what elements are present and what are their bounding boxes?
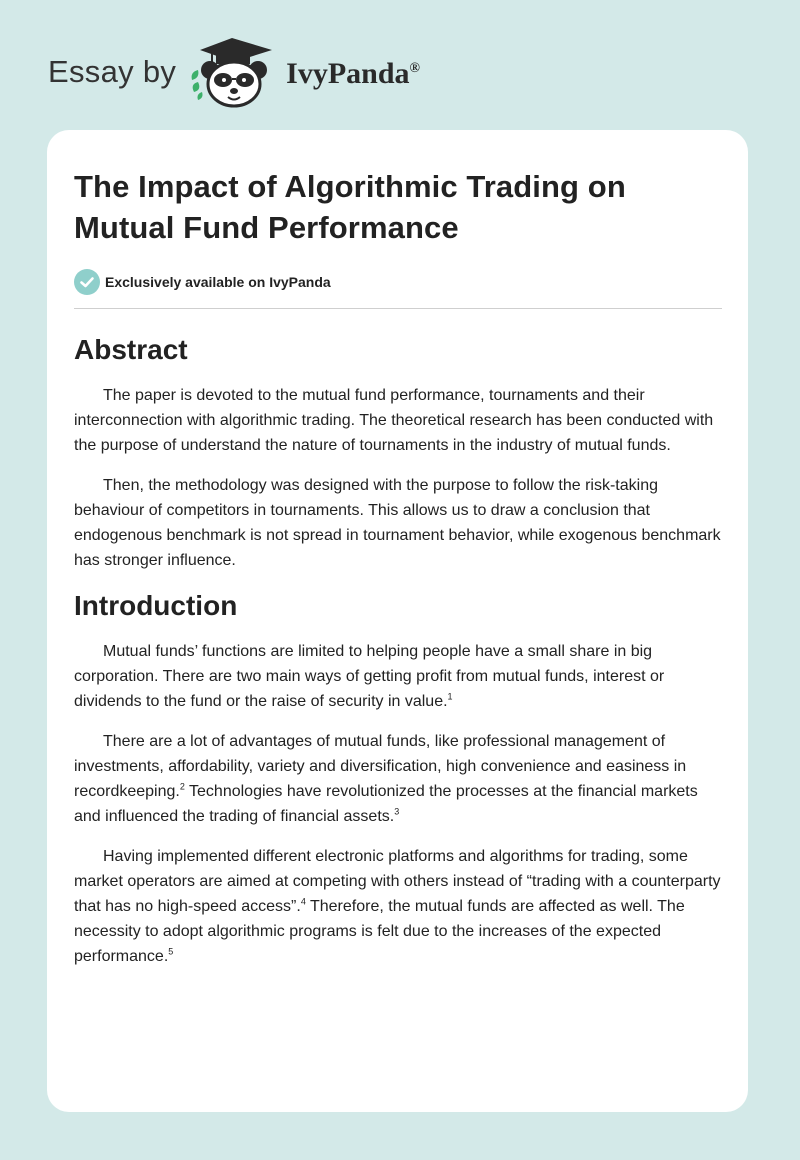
site-header <box>48 36 420 108</box>
check-circle-icon <box>74 269 100 295</box>
abstract-paragraph: The paper is devoted to the mutual fund performance, tournaments and their interconnection with algorithmic trading. The theoretical research has been conducted with the purpose of understand the nature of tournaments in the industry of mutual funds. <box>74 387 714 454</box>
essay-by-label: Essay by <box>48 54 177 89</box>
essay-card <box>47 130 748 1112</box>
page-title: The Impact of Algorithmic Trading on Mutual Fund Performance <box>74 169 626 245</box>
abstract-paragraph: Then, the methodology was designed with the purpose to follow the risk-taking behaviour of competitors in tournaments. This allows us to draw a conclusion that endogenous benchmark is not spread in tournament behavior, while exogenous benchmark has stronger influence. <box>74 477 721 569</box>
abstract-section <box>74 333 722 573</box>
exclusive-badge <box>74 268 722 296</box>
footnote-ref[interactable]: 1 <box>447 691 453 702</box>
introduction-section <box>74 589 722 969</box>
divider <box>74 308 722 309</box>
footnote-ref[interactable]: 3 <box>394 806 400 817</box>
ivypanda-wordmark[interactable]: IvyPanda® <box>286 57 421 90</box>
footnote-ref[interactable]: 5 <box>168 946 174 957</box>
panda-logo-icon[interactable] <box>188 36 280 108</box>
introduction-paragraph: Having implemented different electronic platforms and algorithms for trading, some market operators are aimed at competing with others instead of “trading with a counterparty that has no high-speed access”.$^4$ Therefore, the mutual funds are affected as well. The necessity to adopt algorithmic programs is felt due to the increases of the expected performance.$^5$ <box>74 848 721 965</box>
footnote-ref[interactable]: 4 <box>300 896 306 907</box>
abstract-heading: Abstract <box>74 334 188 365</box>
introduction-paragraph: Mutual funds’ functions are limited to helping people have a small share in big corporation. There are two main ways of getting profit from mutual funds, interest or dividends to the fund or the raise of security in value.$^1$ <box>74 643 665 710</box>
introduction-heading: Introduction <box>74 590 238 621</box>
introduction-paragraph: There are a lot of advantages of mutual funds, like professional management of investments, affordability, variety and diversification, high convenience and easiness in recordkeeping.$^2$ Technologies have revolutionized the processes at the financial markets and influenced the trading of financial assets.$^3$ <box>74 733 698 825</box>
footnote-ref[interactable]: 2 <box>179 781 185 792</box>
exclusive-badge-label: Exclusively available on IvyPanda <box>105 274 331 290</box>
